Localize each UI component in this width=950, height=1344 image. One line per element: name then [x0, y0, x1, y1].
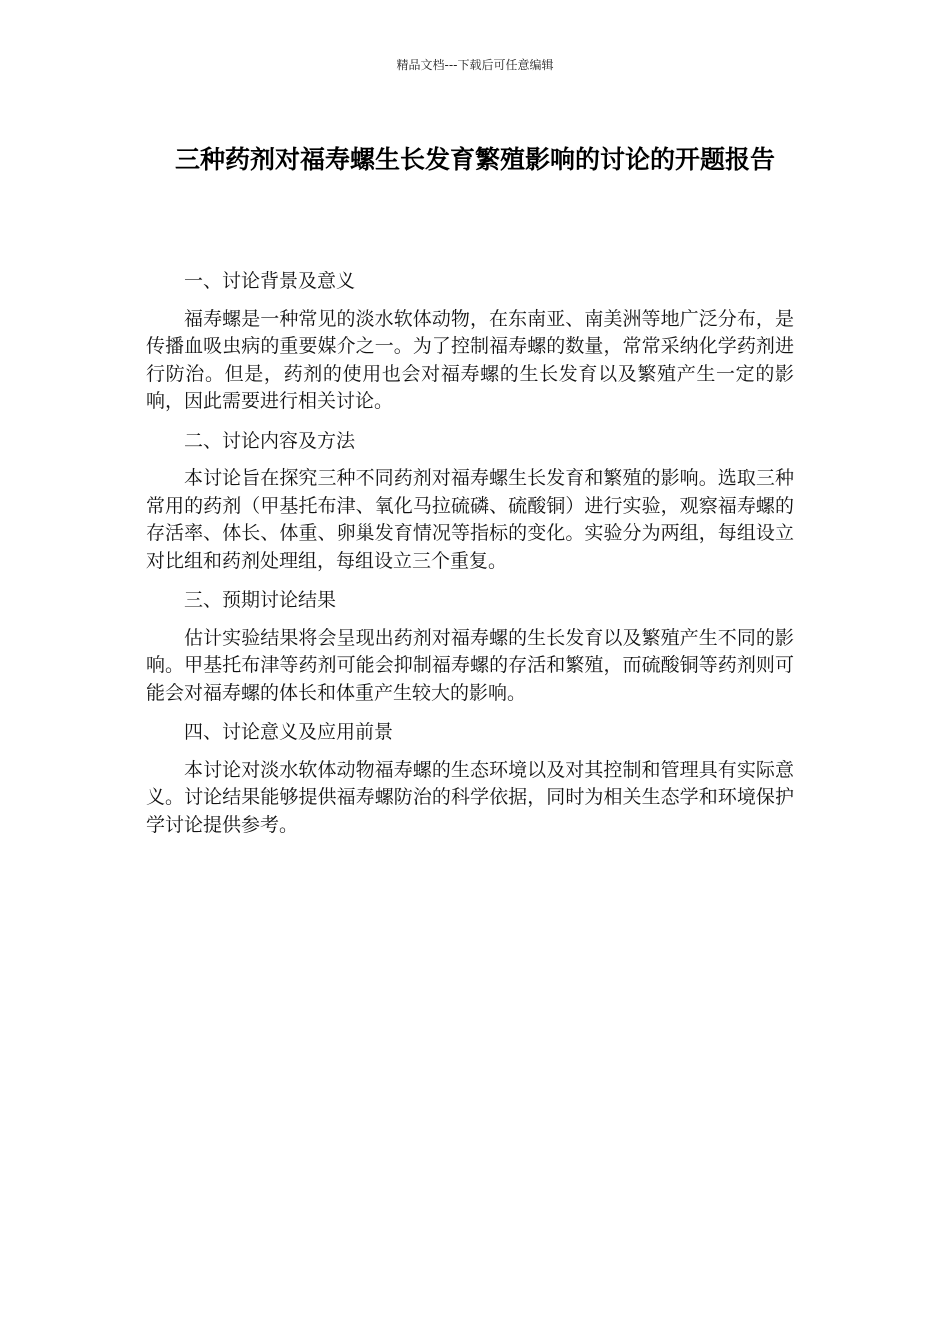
- document-body: [146, 268, 794, 851]
- header-note: 精品文档---下载后可任意编辑: [396, 58, 554, 72]
- section-heading-significance: 四、讨论意义及应用前景: [184, 721, 394, 743]
- section-heading-expected-results: 三、预期讨论结果: [184, 589, 337, 611]
- section-body-background: 福寿螺是一种常见的淡水软体动物，在东南亚、南美洲等地广泛分布，是传播血吸虫病的重要媒介之一。为了控制福寿螺的数量，常常采纳化学药剂进行防治。但是，药剂的使用也会对福寿螺的生长发育以及繁殖产生一定的影响，因此需要进行相关讨论。: [146, 307, 794, 412]
- section-body-significance: 本讨论对淡水软体动物福寿螺的生态环境以及对其控制和管理具有实际意义。讨论结果能够提供福寿螺防治的科学依据，同时为相关生态学和环境保护学讨论提供参考。: [146, 758, 794, 836]
- section-heading-methods: 二、讨论内容及方法: [184, 429, 356, 452]
- page-title: 三种药剂对福寿螺生长发育繁殖影响的讨论的开题报告: [174, 145, 775, 174]
- section-body-expected-results: 估计实验结果将会呈现出药剂对福寿螺的生长发育以及繁殖产生不同的影响。甲基托布津等药剂可能会抑制福寿螺的存活和繁殖，而硫酸铜等药剂则可能会对福寿螺的体长和体重产生较大的影响。: [146, 626, 794, 704]
- section-body-methods: 本讨论旨在探究三种不同药剂对福寿螺生长发育和繁殖的影响。选取三种常用的药剂（甲基托布津、氧化马拉硫磷、硫酸铜）进行实验，观察福寿螺的存活率、体长、体重、卵巢发育情况等指标的变化。实验分为两组，每组设立对比组和药剂处理组，每组设立三个重复。: [146, 467, 794, 572]
- section-heading-background: 一、讨论背景及意义: [184, 270, 356, 292]
